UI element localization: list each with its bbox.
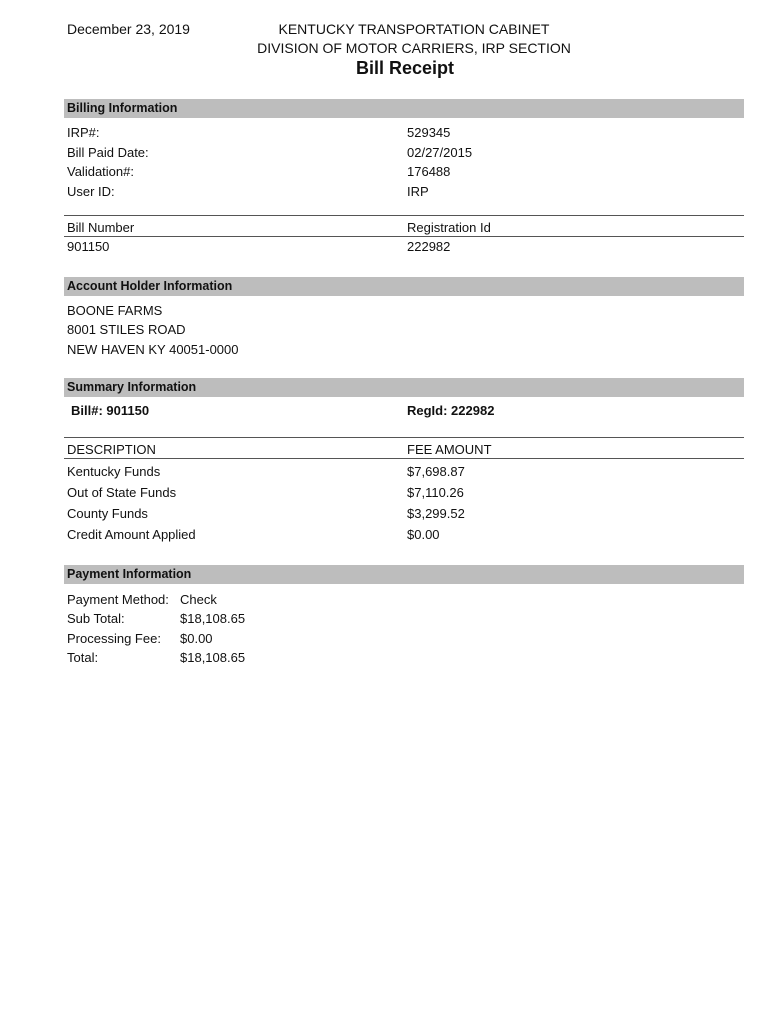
sub-total-value: $18,108.65 [180,611,246,626]
processing-fee-label: Processing Fee: [67,631,161,646]
fee-description: County Funds [67,506,148,521]
account-holder-street: 8001 STILES ROAD [67,322,186,337]
fee-description: Out of State Funds [67,485,177,500]
account-holder-name: BOONE FARMS [67,303,163,318]
fee-amount: $0.00 [407,527,440,542]
divider [64,236,744,237]
irp-value: 529345 [407,125,451,140]
report-date: December 23, 2019 [67,21,190,37]
payment-section-header: Payment Information [64,565,744,584]
divider [64,437,744,438]
payment-method-value: Check [180,592,217,607]
processing-fee-value: $0.00 [180,631,213,646]
total-value: $18,108.65 [180,650,246,665]
divider [64,215,744,216]
fee-amount: $3,299.52 [407,506,465,521]
validation-label: Validation#: [67,164,134,179]
fee-description: Credit Amount Applied [67,527,196,542]
account-holder-section-header: Account Holder Information [64,277,744,296]
page-title: Bill Receipt [355,58,455,78]
bill-number-value: 901150 [67,239,110,254]
summary-bill-number: Bill#: 901150 [71,403,150,418]
payment-method-label: Payment Method: [67,592,169,607]
bill-paid-date-label: Bill Paid Date: [67,145,149,160]
agency-name: KENTUCKY TRANSPORTATION CABINET [278,21,550,37]
division-name: DIVISION OF MOTOR CARRIERS, IRP SECTION [257,40,571,56]
irp-label: IRP#: [67,125,100,140]
fee-amount: $7,698.87 [407,464,465,479]
user-id-label: User ID: [67,184,115,199]
account-holder-city-state-zip: NEW HAVEN KY 40051-0000 [67,342,239,357]
description-column-header: DESCRIPTION [67,442,156,457]
summary-section-header: Summary Information [64,378,744,397]
user-id-value: IRP [407,184,429,199]
bill-paid-date-value: 02/27/2015 [407,145,473,160]
divider [64,458,744,459]
registration-id-value: 222982 [407,239,451,254]
billing-section-header: Billing Information [64,99,744,118]
validation-value: 176488 [407,164,451,179]
sub-total-label: Sub Total: [67,611,125,626]
bill-number-label: Bill Number [67,220,135,235]
total-label: Total: [67,650,99,665]
fee-amount: $7,110.26 [407,485,464,500]
registration-id-label: Registration Id [407,220,491,235]
fee-amount-column-header: FEE AMOUNT [407,442,492,457]
summary-reg-id: RegId: 222982 [407,403,495,418]
fee-description: Kentucky Funds [67,464,161,479]
